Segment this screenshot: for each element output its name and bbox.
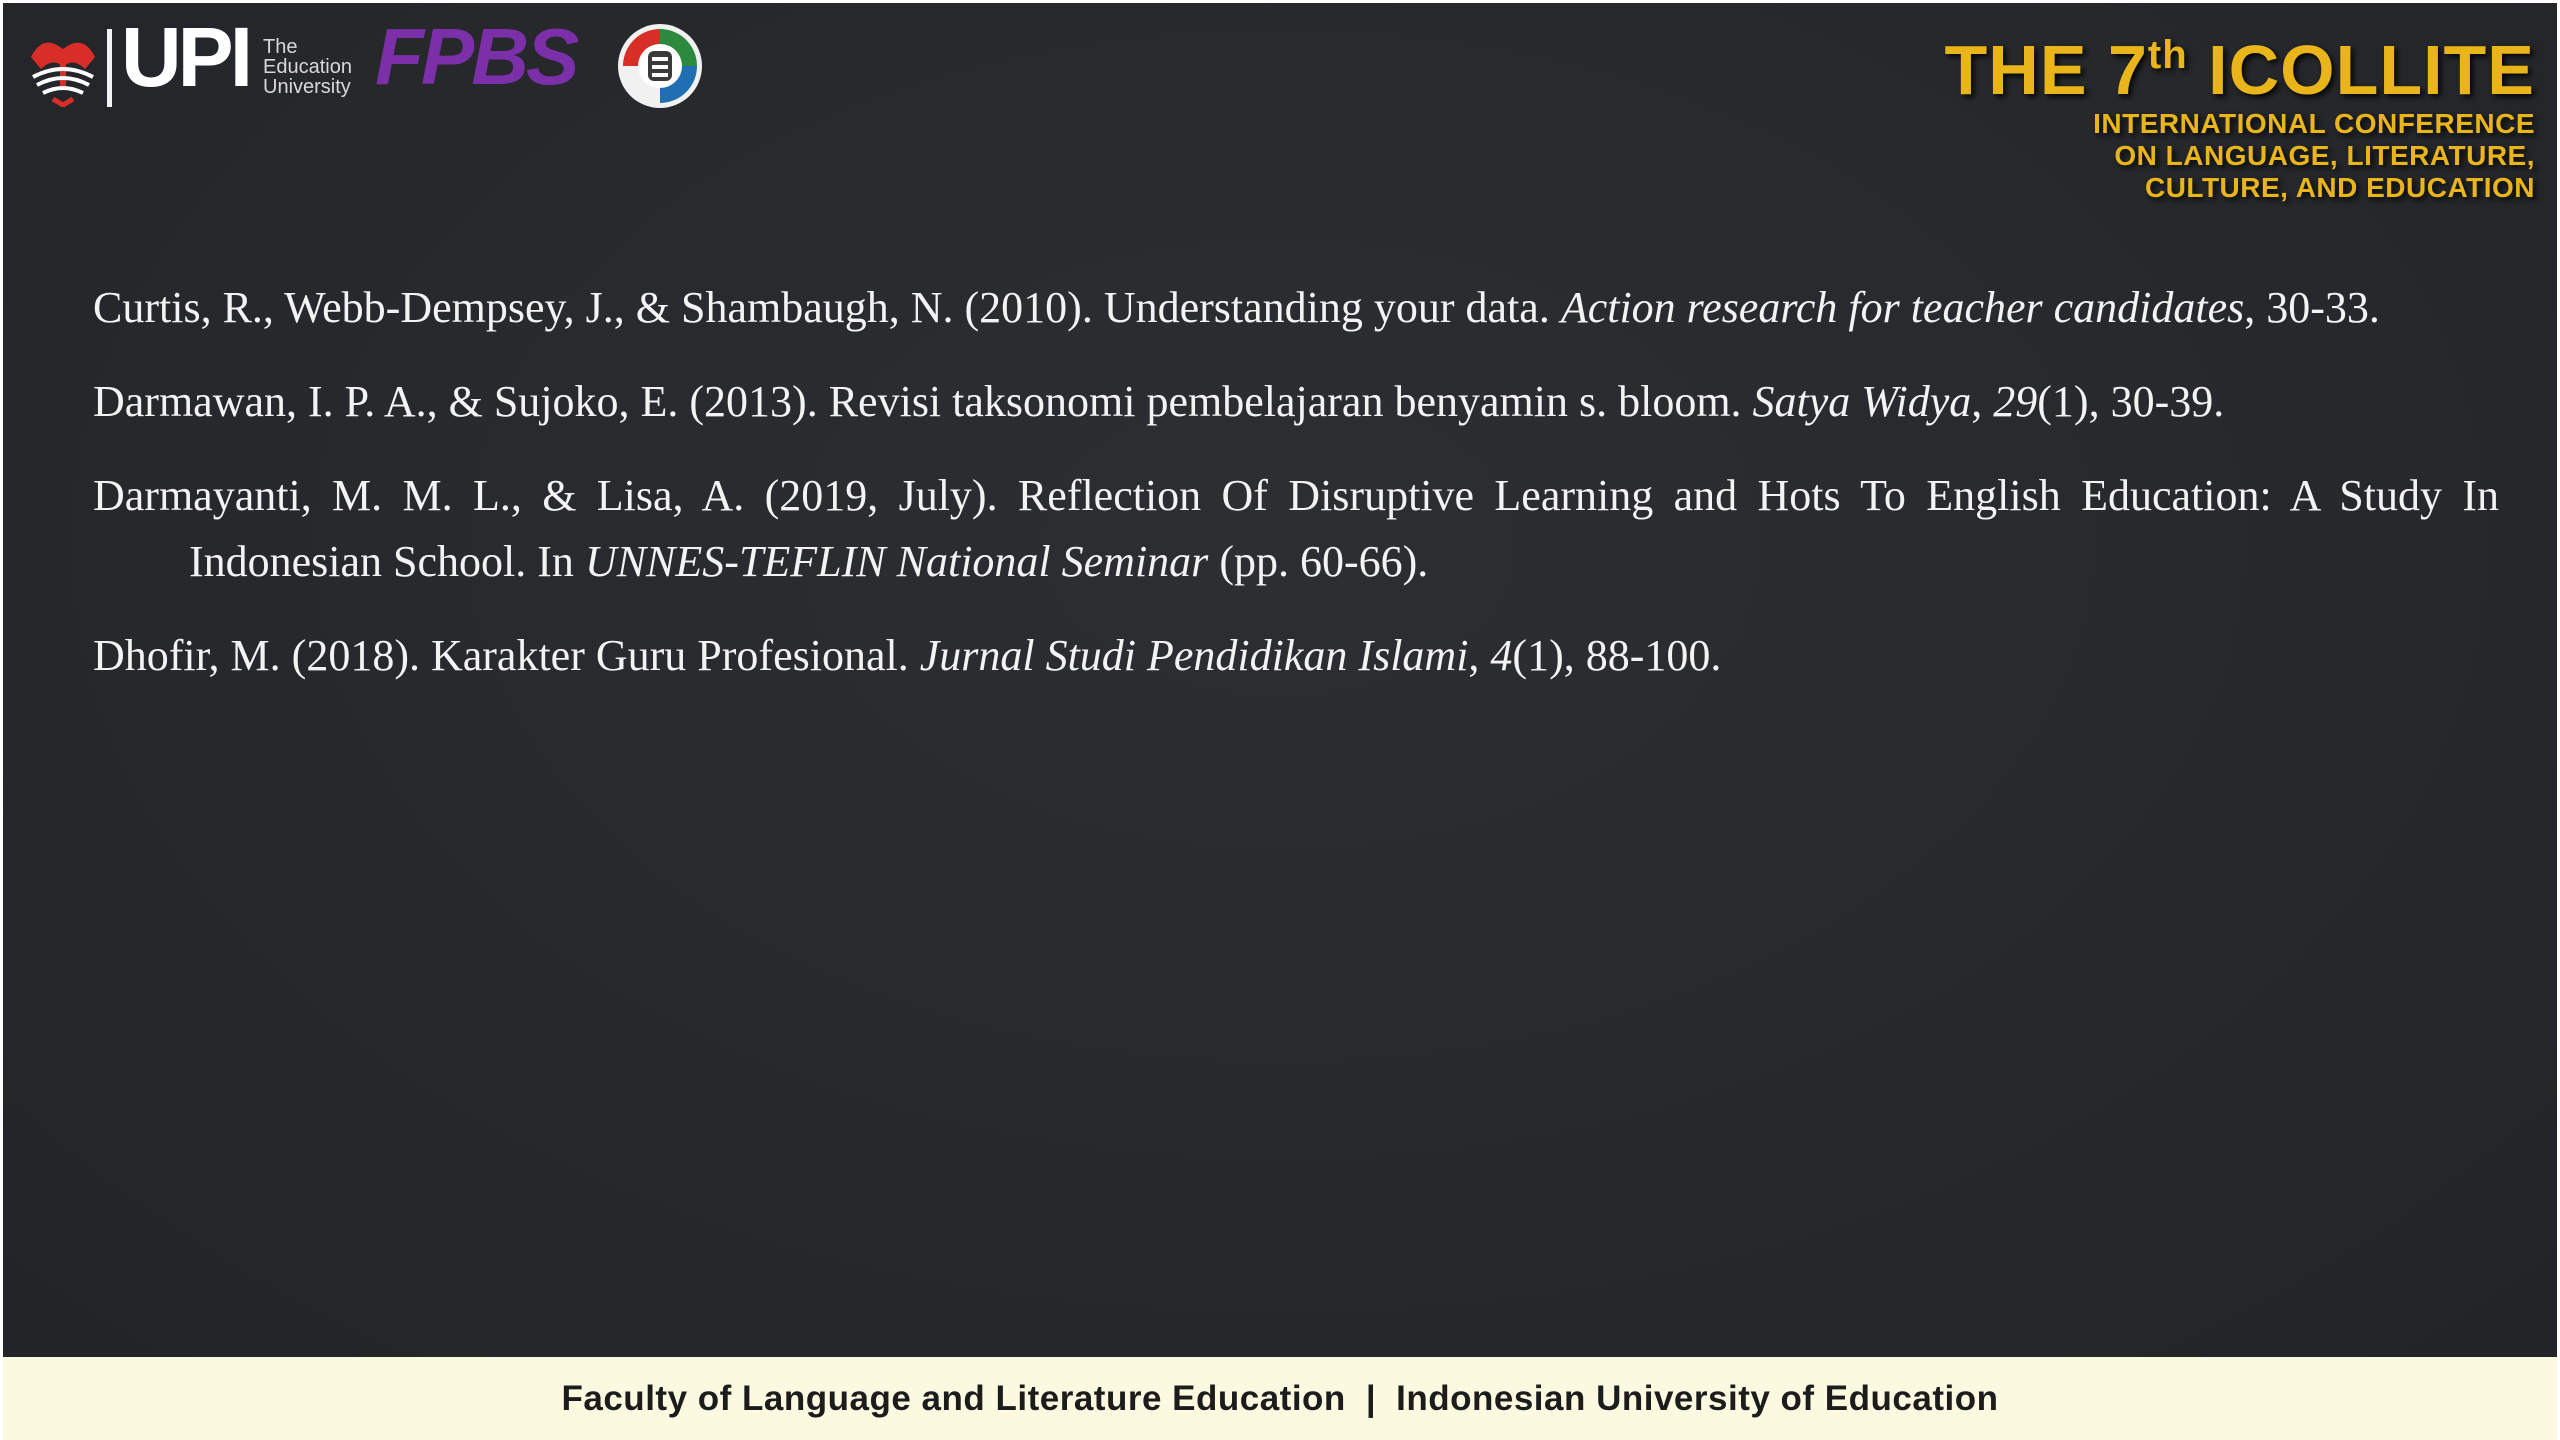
- upi-emblem-icon: [23, 27, 103, 107]
- reference-list: [93, 275, 2499, 717]
- fpbs-emblem-icon: [615, 21, 705, 111]
- reference-item: Darmayanti, M. M. L., & Lisa, A. (2019, July). Reflection Of Disruptive Learning and Hots To English Education: A Study In Indonesian School. In UNNES-TEFLIN National Seminar (pp. 60-66).: [93, 471, 2499, 586]
- slide: [3, 3, 2557, 1357]
- upi-subtitle: The Education University: [263, 36, 352, 98]
- conference-badge: [1945, 17, 2535, 204]
- conference-subtitle-3: CULTURE, AND EDUCATION: [2144, 172, 2535, 203]
- conference-subtitle-1: INTERNATIONAL CONFERENCE: [2093, 108, 2535, 139]
- upi-wordmark: UPI: [121, 10, 250, 104]
- reference-item: Curtis, R., Webb-Dempsey, J., & Shambaugh, N. (2010). Understanding your data. Action research for teacher candidates, 30-33.: [93, 283, 2380, 332]
- fpbs-wordmark: FPBS: [375, 12, 577, 101]
- footer-university: Indonesian University of Education: [1396, 1378, 1999, 1418]
- footer-bar: [3, 1357, 2557, 1440]
- footer-faculty: Faculty of Language and Literature Education: [561, 1378, 1346, 1418]
- reference-item: Darmawan, I. P. A., & Sujoko, E. (2013). Revisi taksonomi pembelajaran benyamin s. bloom. Satya Widya, 29(1), 30-39.: [93, 377, 2225, 426]
- conference-subtitle-2: ON LANGUAGE, LITERATURE,: [2114, 140, 2535, 171]
- conference-title: THE 7th ICOLLITE: [1944, 31, 2535, 109]
- reference-item: Dhofir, M. (2018). Karakter Guru Profesional. Jurnal Studi Pendidikan Islami, 4(1), 88-100.: [93, 631, 1722, 680]
- logo-divider: [107, 29, 112, 107]
- footer-separator: |: [1365, 1378, 1377, 1418]
